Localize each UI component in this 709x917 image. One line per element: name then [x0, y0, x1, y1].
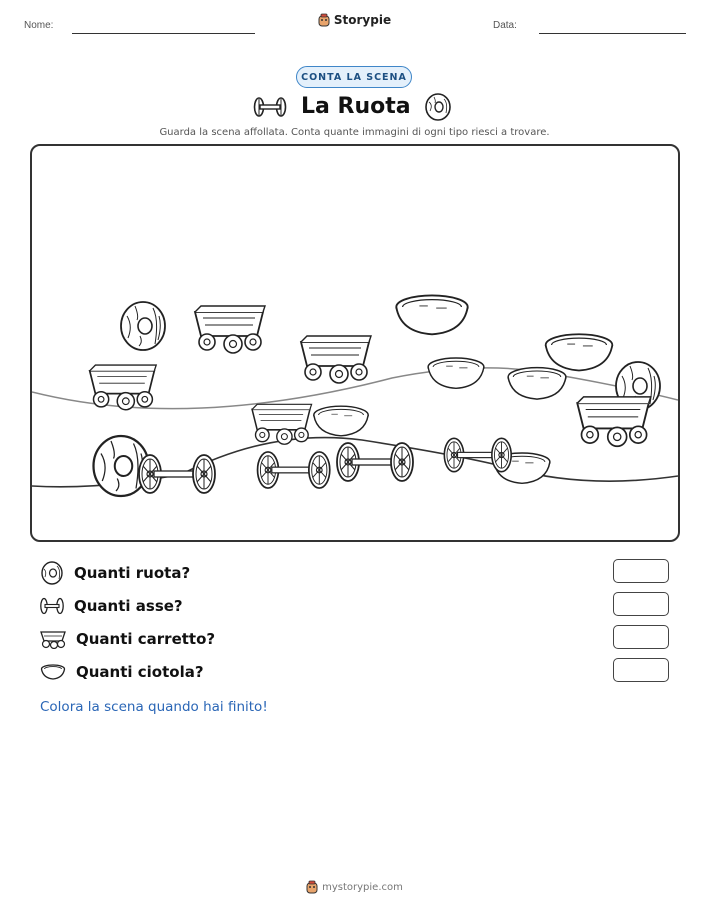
question-row: [40, 625, 215, 653]
scene-bowl: [314, 406, 368, 436]
question-text: Quanti ciotola?: [76, 663, 204, 681]
question-row: [40, 592, 183, 620]
answer-box-bowl[interactable]: [613, 658, 669, 682]
scene-axle: [258, 452, 330, 488]
storypie-logo-icon: [318, 13, 330, 27]
answer-box-cart[interactable]: [613, 625, 669, 649]
footer: [0, 880, 709, 894]
scene-cart: [252, 404, 312, 444]
question-text: Quanti ruota?: [74, 564, 191, 582]
scene-wheel: [121, 302, 165, 350]
wheel-icon: [424, 93, 452, 121]
name-line[interactable]: [72, 33, 255, 34]
answer-box-wheel[interactable]: [613, 559, 669, 583]
scene-bowl: [428, 358, 484, 388]
question-text: Quanti carretto?: [76, 630, 216, 648]
scene-illustration[interactable]: [32, 146, 678, 540]
section-badge: CONTA LA SCENA: [296, 66, 412, 88]
axle-icon: [253, 96, 287, 118]
brand-name: Storypie: [333, 13, 392, 27]
wheel-icon: [40, 561, 64, 585]
instructions: Guarda la scena affollata. Conta quante immagini di ogni tipo riesci a trovare.: [159, 127, 550, 138]
scene-bowl: [546, 334, 613, 370]
footer-url[interactable]: mystorypie.com: [322, 881, 403, 893]
date-label: Data:: [493, 20, 517, 31]
scene-cart: [195, 306, 265, 353]
answer-box-axle[interactable]: [613, 592, 669, 616]
question-text: Quanti asse?: [74, 597, 183, 615]
scene-cart: [90, 365, 157, 410]
cart-icon: [40, 629, 66, 649]
scene-axle: [337, 443, 413, 481]
question-row: [40, 559, 190, 587]
finish-instruction: Colora la scena quando hai finito!: [40, 699, 268, 715]
storypie-logo-icon: [306, 880, 318, 894]
scene-axle: [139, 455, 215, 493]
scene-frame: [30, 144, 680, 542]
axle-icon: [40, 597, 64, 615]
scene-axle: [444, 438, 511, 471]
scene-bowl: [396, 295, 467, 334]
scene-cart: [301, 336, 371, 383]
scene-cart: [577, 397, 651, 446]
name-label: Nome:: [24, 20, 54, 31]
scene-bowl: [508, 368, 566, 399]
brand: [0, 13, 709, 27]
page-title: La Ruota: [301, 94, 411, 119]
question-row: [40, 658, 204, 686]
date-line[interactable]: [539, 33, 686, 34]
bowl-icon: [40, 663, 66, 681]
